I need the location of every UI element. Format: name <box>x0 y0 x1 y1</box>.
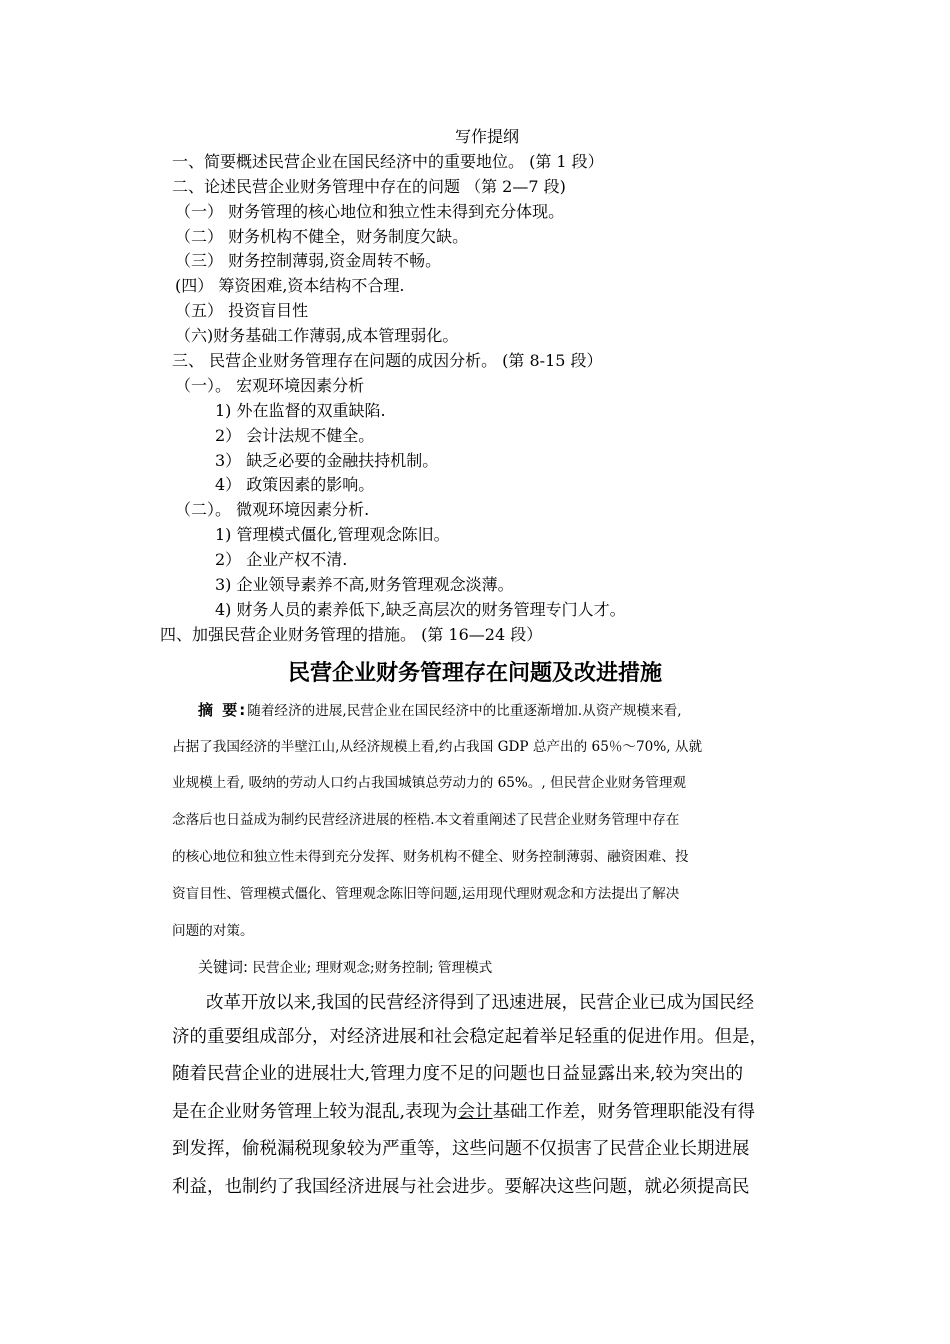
keywords-label: 关键词: <box>198 958 249 976</box>
outline-line: （一）。 宏观环境因素分析 <box>175 376 365 395</box>
outline-line: （一） 财务管理的核心地位和独立性未得到充分体现。 <box>175 202 565 221</box>
outline-line: （六)财务基础工作薄弱,成本管理弱化。 <box>175 326 459 345</box>
abstract-line: 问题的对策。 <box>172 923 254 939</box>
abstract-line: 业规模上看, 吸纳的劳动人口约占我国城镇总劳动力的 65%。, 但民营企业财务管理观 <box>172 775 687 791</box>
paper-title: 民营企业财务管理存在问题及改进措施 <box>287 661 662 686</box>
body-line: 济的重要组成部分，对经济进展和社会稳定起着举足轻重的促进作用。但是， <box>172 1027 767 1047</box>
body-line: 到发挥，偷税漏税现象较为严重等，这些问题不仅损害了民营企业长期进展 <box>172 1139 750 1159</box>
outline-line: （五） 投资盲目性 <box>175 301 309 320</box>
abstract-line: 念落后也日益成为制约民营经济进展的桎梏.本文着重阐述了民营企业财务管理中存在 <box>172 812 680 828</box>
keywords-text: 民营企业; 理财观念;财务控制; 管理模式 <box>252 960 493 976</box>
outline-line: （二）。 微观环境因素分析. <box>175 500 370 519</box>
outline-line: （二） 财务机构不健全，财务制度欠缺。 <box>175 227 469 246</box>
outline-line: 4） 政策因素的影响。 <box>215 475 375 494</box>
abstract-label: 摘 要: <box>198 701 248 719</box>
body-text: 是在企业财务管理上较为混乱,表现为 <box>172 1102 458 1122</box>
keywords-line <box>198 957 492 978</box>
abstract-line: 占据了我国经济的半壁江山,从经济规模上看,约占我国 GDP 总产出的 65％～70%, 从就 <box>172 739 703 755</box>
outline-line: 一、简要概述民营企业在国民经济中的重要地位。 (第 1 段） <box>172 152 604 171</box>
abstract-line: 随着经济的进展,民营企业在国民经济中的比重逐渐增加.从资产规模来看, <box>247 703 682 719</box>
outline-line: 2） 企业产权不清. <box>215 550 348 569</box>
accounting-link[interactable]: 会计 <box>457 1102 493 1122</box>
abstract-line: 资盲目性、管理模式僵化、管理观念陈旧等问题,运用现代理财观念和方法提出了解决 <box>172 886 680 902</box>
outline-line: (四） 筹资困难,资本结构不合理. <box>175 276 405 295</box>
outline-heading: 写作提纲 <box>455 127 520 146</box>
outline-line: 三、 民营企业财务管理存在问题的成因分析。 (第 8-15 段） <box>172 351 603 370</box>
outline-line: 1) 管理模式僵化,管理观念陈旧。 <box>215 525 450 544</box>
body-line <box>172 1100 755 1124</box>
outline-line: 3） 缺乏必要的金融扶持机制。 <box>215 451 439 470</box>
body-line: 随着民营企业的进展壮大,管理力度不足的问题也日益显露出来,较为突出的 <box>172 1064 744 1084</box>
outline-line: 3) 企业领导素养不高,财务管理观念淡薄。 <box>215 575 514 594</box>
outline-line: 二、论述民营企业财务管理中存在的问题 （第 2—7 段) <box>172 177 566 196</box>
outline-line: 四、加强民营企业财务管理的措施。 (第 16—24 段） <box>160 625 543 644</box>
body-line: 改革开放以来,我国的民营经济得到了迅速进展，民营企业已成为国民经 <box>206 993 755 1013</box>
abstract-first-line <box>198 700 682 721</box>
abstract-line: 的核心地位和独立性未得到充分发挥、财务机构不健全、财务控制薄弱、融资困难、投 <box>172 849 689 865</box>
outline-line: （三） 财务控制薄弱,资金周转不畅。 <box>175 251 442 270</box>
body-line: 利益，也制约了我国经济进展与社会进步。要解决这些问题，就必须提高民 <box>172 1177 750 1197</box>
outline-line: 2） 会计法规不健全。 <box>215 426 375 445</box>
outline-line: 4) 财务人员的素养低下,缺乏高层次的财务管理专门人才。 <box>215 600 626 619</box>
body-text: 基础工作差，财务管理职能没有得 <box>492 1102 756 1122</box>
outline-line: 1) 外在监督的双重缺陷. <box>215 401 386 420</box>
